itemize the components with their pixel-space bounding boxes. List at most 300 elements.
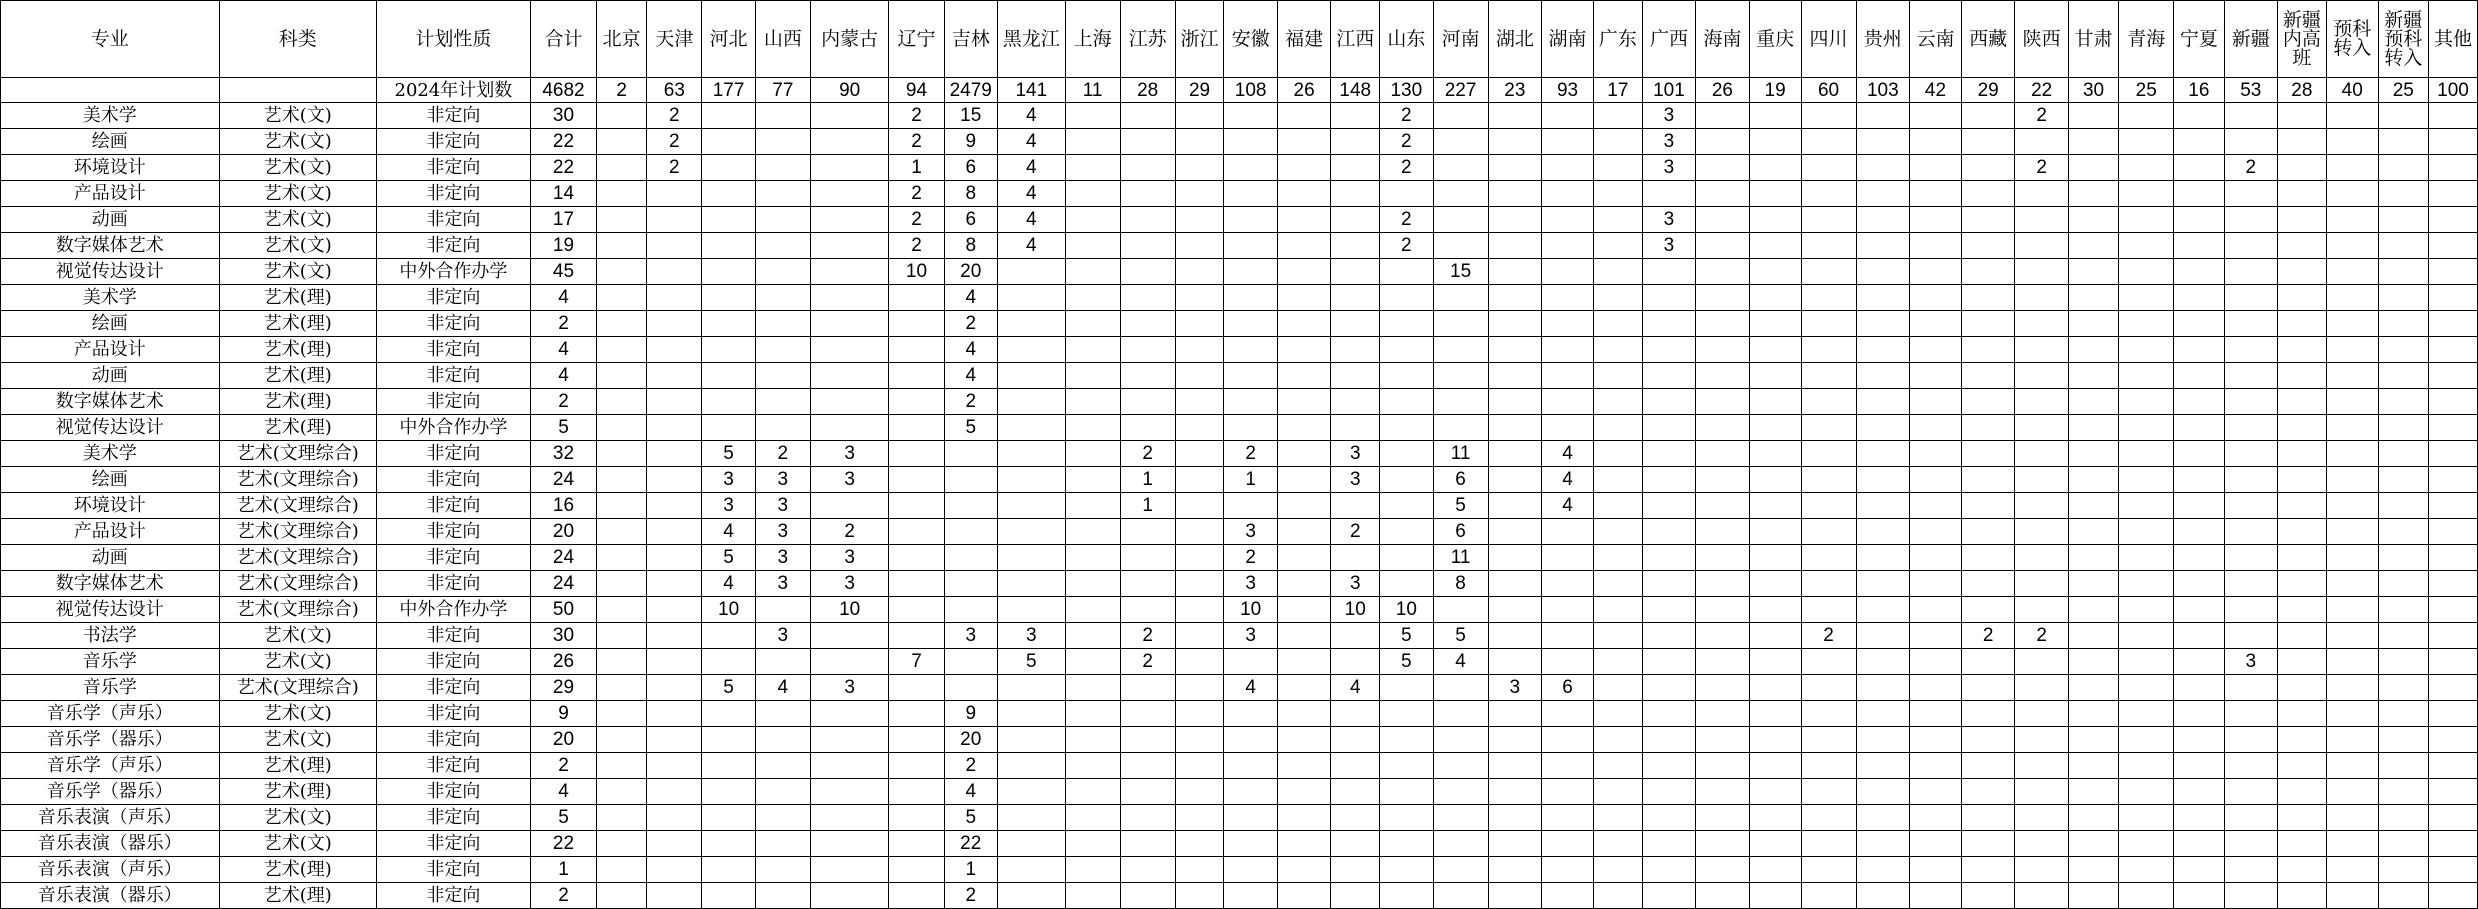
quota-cell	[2068, 701, 2118, 727]
quota-cell	[1642, 597, 1695, 623]
quota-cell	[702, 753, 755, 779]
quota-cell	[1593, 883, 1642, 909]
quota-cell	[2378, 597, 2428, 623]
quota-cell	[889, 389, 944, 415]
major-cell: 产品设计	[1, 337, 220, 363]
category-cell: 艺术(文)	[219, 207, 376, 233]
quota-cell	[1642, 727, 1695, 753]
nature-cell: 中外合作办学	[376, 259, 530, 285]
quota-cell	[2378, 311, 2428, 337]
quota-cell	[1331, 545, 1380, 571]
quota-cell	[2068, 753, 2118, 779]
quota-cell: 2	[647, 129, 702, 155]
quota-cell: 2	[944, 753, 997, 779]
quota-cell	[1801, 675, 1856, 701]
table-row	[1, 207, 2478, 233]
quota-cell	[1380, 857, 1433, 883]
quota-cell	[1910, 181, 1962, 207]
quota-cell: 10	[1224, 597, 1277, 623]
quota-cell	[1961, 831, 2014, 857]
quota-cell	[1593, 181, 1642, 207]
quota-cell	[2068, 259, 2118, 285]
totals-cell: 130	[1380, 78, 1433, 103]
quota-cell	[1801, 259, 1856, 285]
quota-cell: 2	[1224, 545, 1277, 571]
totals-cell: 103	[1856, 78, 1909, 103]
quota-cell	[1433, 415, 1488, 441]
quota-cell	[1542, 103, 1594, 129]
quota-cell: 3	[2224, 649, 2277, 675]
quota-cell: 4	[702, 519, 755, 545]
totals-cell: 16	[2174, 78, 2224, 103]
quota-cell	[889, 337, 944, 363]
quota-cell	[889, 285, 944, 311]
totals-cell: 17	[1593, 78, 1642, 103]
quota-cell	[1856, 285, 1909, 311]
quota-cell	[1749, 519, 1801, 545]
quota-cell	[1277, 623, 1330, 649]
major-cell: 动画	[1, 363, 220, 389]
quota-cell	[1801, 649, 1856, 675]
quota-cell	[2326, 727, 2378, 753]
category-cell: 艺术(文)	[219, 155, 376, 181]
table-row	[1, 857, 2478, 883]
category-cell: 艺术(文)	[219, 623, 376, 649]
quota-cell	[2068, 415, 2118, 441]
quota-cell	[1175, 155, 1224, 181]
quota-cell: 3	[944, 623, 997, 649]
quota-cell	[2119, 181, 2174, 207]
quota-cell	[2278, 701, 2327, 727]
quota-cell: 4	[997, 155, 1065, 181]
quota-cell	[597, 727, 647, 753]
quota-cell: 2	[944, 311, 997, 337]
header-cell: 科类	[219, 1, 376, 78]
quota-cell	[1433, 831, 1488, 857]
nature-cell: 非定向	[376, 805, 530, 831]
quota-cell	[1488, 207, 1541, 233]
total-cell: 5	[530, 415, 596, 441]
quota-cell	[702, 259, 755, 285]
quota-cell	[1593, 831, 1642, 857]
quota-cell	[2068, 467, 2118, 493]
quota-cell	[1120, 389, 1175, 415]
totals-cell	[1, 78, 220, 103]
quota-cell	[1696, 753, 1749, 779]
major-cell: 动画	[1, 545, 220, 571]
quota-cell	[2174, 415, 2224, 441]
quota-cell: 2	[2224, 155, 2277, 181]
table-row	[1, 233, 2478, 259]
header-cell: 吉林	[944, 1, 997, 78]
category-cell: 艺术(文)	[219, 727, 376, 753]
table-row	[1, 571, 2478, 597]
quota-cell	[1433, 389, 1488, 415]
quota-cell	[2068, 831, 2118, 857]
quota-cell	[810, 285, 889, 311]
quota-cell	[2119, 363, 2174, 389]
quota-cell	[1488, 623, 1541, 649]
quota-cell	[1749, 415, 1801, 441]
quota-cell: 3	[1488, 675, 1541, 701]
quota-cell	[1331, 649, 1380, 675]
quota-cell	[597, 597, 647, 623]
total-cell: 19	[530, 233, 596, 259]
quota-cell	[2224, 831, 2277, 857]
quota-cell	[1224, 701, 1277, 727]
quota-cell	[2068, 675, 2118, 701]
quota-cell	[2224, 415, 2277, 441]
quota-cell: 4	[1542, 441, 1594, 467]
quota-cell	[997, 337, 1065, 363]
quota-cell	[2174, 155, 2224, 181]
quota-cell	[997, 571, 1065, 597]
quota-cell	[1542, 545, 1594, 571]
quota-cell	[1175, 701, 1224, 727]
quota-cell	[2378, 727, 2428, 753]
quota-cell: 2	[1801, 623, 1856, 649]
quota-cell	[1224, 103, 1277, 129]
quota-cell	[2119, 519, 2174, 545]
quota-cell	[1433, 883, 1488, 909]
quota-cell	[647, 597, 702, 623]
quota-cell	[1542, 389, 1594, 415]
total-cell: 24	[530, 467, 596, 493]
quota-cell	[889, 311, 944, 337]
quota-cell	[1175, 675, 1224, 701]
quota-cell: 2	[2015, 103, 2068, 129]
quota-cell	[1380, 519, 1433, 545]
quota-cell	[647, 857, 702, 883]
quota-cell	[997, 493, 1065, 519]
quota-cell	[1696, 701, 1749, 727]
quota-cell	[2068, 623, 2118, 649]
quota-cell	[1642, 675, 1695, 701]
quota-cell	[702, 649, 755, 675]
quota-cell	[702, 727, 755, 753]
quota-cell	[1065, 857, 1120, 883]
quota-cell	[2278, 623, 2327, 649]
quota-cell	[1542, 337, 1594, 363]
quota-cell	[1961, 129, 2014, 155]
quota-cell: 2	[1380, 129, 1433, 155]
quota-cell	[1593, 129, 1642, 155]
quota-cell	[755, 207, 810, 233]
quota-cell	[1331, 259, 1380, 285]
quota-cell	[1331, 389, 1380, 415]
quota-cell	[1433, 233, 1488, 259]
quota-cell	[1593, 519, 1642, 545]
quota-cell	[1120, 155, 1175, 181]
quota-cell	[997, 519, 1065, 545]
quota-cell	[1433, 337, 1488, 363]
quota-cell: 2	[889, 103, 944, 129]
quota-cell	[810, 701, 889, 727]
quota-cell	[1642, 337, 1695, 363]
quota-cell	[597, 233, 647, 259]
quota-cell	[1433, 779, 1488, 805]
quota-cell	[889, 493, 944, 519]
quota-cell	[2119, 857, 2174, 883]
quota-cell	[1910, 493, 1962, 519]
quota-cell	[2428, 441, 2477, 467]
major-cell: 绘画	[1, 311, 220, 337]
quota-cell: 3	[702, 467, 755, 493]
quota-cell	[1542, 831, 1594, 857]
major-cell: 视觉传达设计	[1, 597, 220, 623]
quota-cell	[810, 155, 889, 181]
table-row	[1, 441, 2478, 467]
quota-cell	[1801, 233, 1856, 259]
quota-cell	[2278, 363, 2327, 389]
category-cell: 艺术(文)	[219, 831, 376, 857]
quota-cell	[1120, 181, 1175, 207]
quota-cell	[1380, 779, 1433, 805]
quota-cell	[2224, 467, 2277, 493]
quota-cell: 5	[1380, 623, 1433, 649]
quota-cell	[1380, 493, 1433, 519]
major-cell: 环境设计	[1, 155, 220, 181]
totals-cell: 29	[1175, 78, 1224, 103]
quota-cell	[1175, 207, 1224, 233]
nature-cell: 非定向	[376, 103, 530, 129]
quota-cell	[2224, 545, 2277, 571]
major-cell: 音乐表演（声乐）	[1, 805, 220, 831]
category-cell: 艺术(文)	[219, 181, 376, 207]
quota-cell: 3	[755, 467, 810, 493]
quota-cell	[1961, 233, 2014, 259]
quota-cell	[1801, 753, 1856, 779]
quota-cell	[1801, 441, 1856, 467]
quota-cell	[1488, 857, 1541, 883]
quota-cell	[1380, 415, 1433, 441]
nature-cell: 非定向	[376, 831, 530, 857]
totals-cell: 77	[755, 78, 810, 103]
quota-cell	[647, 701, 702, 727]
category-cell: 艺术(文理综合)	[219, 519, 376, 545]
major-cell: 动画	[1, 207, 220, 233]
quota-cell	[997, 363, 1065, 389]
quota-cell	[1696, 207, 1749, 233]
quota-cell	[755, 649, 810, 675]
quota-cell: 2	[647, 103, 702, 129]
quota-cell	[1910, 857, 1962, 883]
quota-cell	[810, 311, 889, 337]
quota-cell: 4	[1542, 493, 1594, 519]
total-cell: 22	[530, 155, 596, 181]
header-cell: 黑龙江	[997, 1, 1065, 78]
quota-cell	[2119, 155, 2174, 181]
table-row	[1, 779, 2478, 805]
quota-cell	[1224, 883, 1277, 909]
quota-cell: 3	[702, 493, 755, 519]
quota-cell	[1277, 441, 1330, 467]
quota-cell	[944, 649, 997, 675]
quota-cell	[1801, 727, 1856, 753]
quota-cell	[1593, 467, 1642, 493]
quota-cell	[1120, 753, 1175, 779]
quota-cell: 4	[1542, 467, 1594, 493]
quota-cell	[1380, 753, 1433, 779]
quota-cell: 6	[1542, 675, 1594, 701]
quota-cell	[944, 493, 997, 519]
major-cell: 产品设计	[1, 519, 220, 545]
quota-cell	[1910, 259, 1962, 285]
nature-cell: 非定向	[376, 857, 530, 883]
quota-cell	[1961, 857, 2014, 883]
quota-cell	[1488, 753, 1541, 779]
quota-cell	[1380, 181, 1433, 207]
quota-cell	[1488, 883, 1541, 909]
quota-cell	[1120, 233, 1175, 259]
quota-cell	[1331, 103, 1380, 129]
totals-cell: 2479	[944, 78, 997, 103]
quota-cell	[1910, 701, 1962, 727]
quota-cell	[1120, 207, 1175, 233]
quota-cell	[2326, 753, 2378, 779]
major-cell: 数字媒体艺术	[1, 571, 220, 597]
header-cell: 湖北	[1488, 1, 1541, 78]
quota-cell	[2068, 805, 2118, 831]
quota-cell	[1593, 597, 1642, 623]
quota-cell	[597, 389, 647, 415]
quota-cell	[2015, 467, 2068, 493]
quota-cell	[597, 831, 647, 857]
quota-cell	[1331, 883, 1380, 909]
quota-cell	[2278, 181, 2327, 207]
quota-cell	[1175, 181, 1224, 207]
major-cell: 美术学	[1, 441, 220, 467]
nature-cell: 非定向	[376, 571, 530, 597]
category-cell: 艺术(文理综合)	[219, 493, 376, 519]
header-cell: 西藏	[1961, 1, 2014, 78]
totals-cell: 227	[1433, 78, 1488, 103]
quota-cell	[2119, 779, 2174, 805]
quota-cell	[1120, 701, 1175, 727]
quota-cell	[2278, 129, 2327, 155]
quota-cell	[2326, 129, 2378, 155]
table-row	[1, 727, 2478, 753]
quota-cell	[1642, 649, 1695, 675]
quota-cell	[702, 337, 755, 363]
nature-cell: 非定向	[376, 649, 530, 675]
header-cell: 新疆预科转入	[2378, 1, 2428, 78]
quota-cell	[2119, 103, 2174, 129]
quota-cell	[1277, 597, 1330, 623]
quota-cell	[997, 857, 1065, 883]
quota-cell	[1224, 727, 1277, 753]
quota-cell	[2378, 831, 2428, 857]
quota-cell	[2378, 857, 2428, 883]
quota-cell	[1065, 311, 1120, 337]
quota-cell: 1	[1120, 467, 1175, 493]
quota-cell	[1120, 259, 1175, 285]
quota-cell: 5	[702, 545, 755, 571]
quota-cell	[1593, 727, 1642, 753]
quota-cell	[1224, 337, 1277, 363]
quota-cell	[1488, 155, 1541, 181]
quota-cell	[1749, 649, 1801, 675]
quota-cell	[1542, 753, 1594, 779]
quota-cell: 8	[944, 181, 997, 207]
nature-cell: 非定向	[376, 545, 530, 571]
quota-cell	[2119, 285, 2174, 311]
quota-cell	[1593, 779, 1642, 805]
quota-cell	[2119, 883, 2174, 909]
quota-cell	[2278, 207, 2327, 233]
quota-cell	[2378, 103, 2428, 129]
quota-cell	[2428, 649, 2477, 675]
major-cell: 视觉传达设计	[1, 415, 220, 441]
quota-cell	[1488, 441, 1541, 467]
quota-cell	[889, 701, 944, 727]
quota-cell	[2278, 857, 2327, 883]
quota-cell	[997, 415, 1065, 441]
quota-cell	[2428, 883, 2477, 909]
quota-cell	[2428, 493, 2477, 519]
quota-cell	[2326, 285, 2378, 311]
quota-cell	[597, 155, 647, 181]
quota-cell: 2	[810, 519, 889, 545]
quota-cell	[1801, 805, 1856, 831]
header-cell: 上海	[1065, 1, 1120, 78]
quota-cell	[2174, 493, 2224, 519]
quota-cell	[1642, 441, 1695, 467]
total-cell: 4	[530, 337, 596, 363]
quota-cell	[1380, 571, 1433, 597]
quota-cell: 4	[944, 337, 997, 363]
quota-cell	[2224, 207, 2277, 233]
quota-cell: 1	[1120, 493, 1175, 519]
quota-cell: 4	[702, 571, 755, 597]
quota-cell	[1542, 363, 1594, 389]
table-row	[1, 649, 2478, 675]
quota-cell	[2278, 831, 2327, 857]
totals-cell: 177	[702, 78, 755, 103]
quota-cell	[2326, 805, 2378, 831]
quota-cell	[2174, 129, 2224, 155]
quota-cell: 3	[755, 545, 810, 571]
quota-cell	[647, 389, 702, 415]
quota-cell	[755, 363, 810, 389]
quota-cell	[1380, 701, 1433, 727]
quota-cell	[1120, 779, 1175, 805]
quota-cell	[597, 519, 647, 545]
quota-cell	[889, 883, 944, 909]
category-cell: 艺术(文)	[219, 103, 376, 129]
quota-cell	[2326, 467, 2378, 493]
totals-cell: 94	[889, 78, 944, 103]
quota-cell	[2015, 389, 2068, 415]
quota-cell: 4	[997, 207, 1065, 233]
quota-cell	[889, 805, 944, 831]
quota-cell	[1331, 701, 1380, 727]
quota-cell	[1642, 311, 1695, 337]
quota-cell	[2015, 857, 2068, 883]
quota-cell	[702, 623, 755, 649]
quota-cell	[1433, 129, 1488, 155]
quota-cell	[1910, 129, 1962, 155]
totals-cell: 93	[1542, 78, 1594, 103]
quota-cell	[1593, 753, 1642, 779]
major-cell: 书法学	[1, 623, 220, 649]
quota-cell	[2015, 363, 2068, 389]
nature-cell: 非定向	[376, 207, 530, 233]
quota-cell	[1331, 831, 1380, 857]
header-cell: 甘肃	[2068, 1, 2118, 78]
quota-cell: 3	[810, 571, 889, 597]
category-cell: 艺术(文)	[219, 805, 376, 831]
